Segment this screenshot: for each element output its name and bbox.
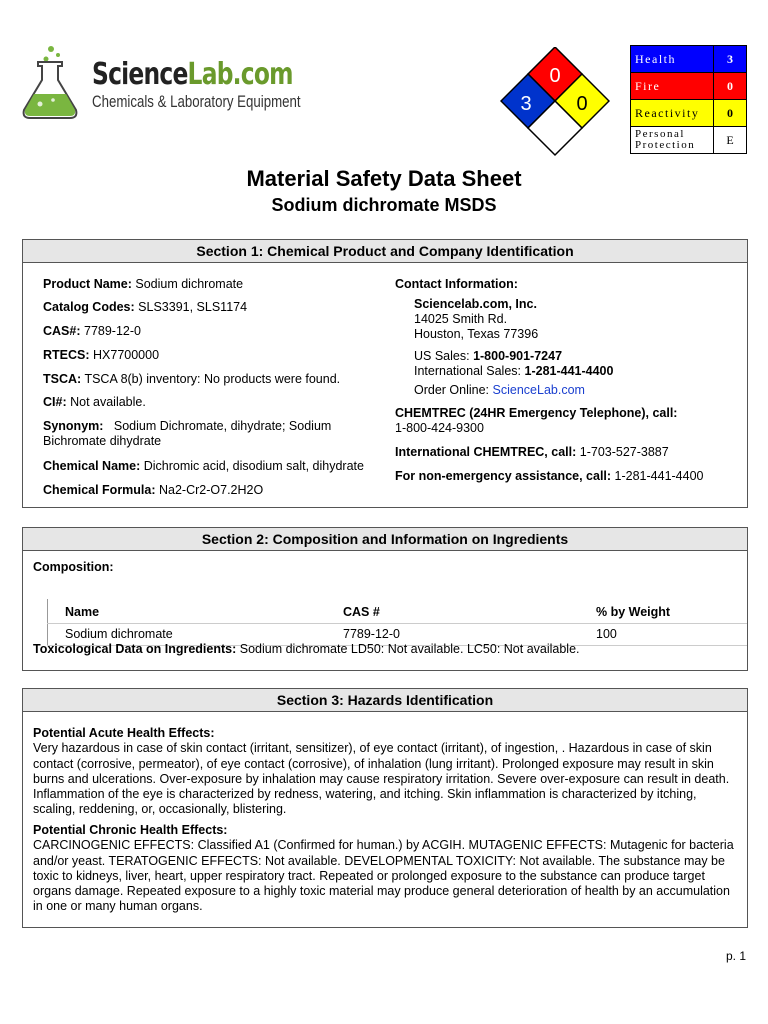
rtecs-row: RTECS: HX7700000 [43, 348, 160, 362]
chemical-formula-row: Chemical Formula: Na2-Cr2-O7.2H2O [43, 483, 264, 497]
chronic-effects [33, 823, 741, 915]
chronic-effects-text: CARCINOGENIC EFFECTS: Classified A1 (Confirmed for human.) by ACGIH. MUTAGENIC EFFECTS: Mutagenic for bacteria and/or yeast. TERATOGENIC EFFECTS: Not available. DEVELOPMENTAL TOXICITY: Not available. The substance may be toxic to kidneys, liver, heart, upper respiratory tract. Repeated or prolonged exposure to the substance can produce target organs damage. Repeated exposure to a highly toxic material may produce general deterioration of health by an accumulation in one or many human organs. [33, 838, 734, 914]
hmis-rating-table [630, 45, 747, 154]
order-online-row: Order Online: ScienceLab.com [414, 383, 585, 397]
product-name-row: Product Name: Sodium dichromate [43, 277, 244, 291]
logo-brand-lab: Lab [187, 57, 233, 92]
nfpa-hazard-diamond [500, 47, 610, 157]
section-1-heading: Section 1: Chemical Product and Company Identification [23, 240, 747, 263]
ingredient-name: Sodium dichromate [65, 627, 173, 641]
logo-tagline: Chemicals & Laboratory Equipment [92, 92, 301, 111]
chemical-name-row: Chemical Name: Dichromic acid, disodium salt, dihydrate [43, 459, 364, 473]
section-3-heading: Section 3: Hazards Identification [23, 689, 747, 712]
acute-effects-label: Potential Acute Health Effects: [33, 726, 215, 740]
acute-effects [33, 726, 741, 818]
composition-label: Composition: [33, 560, 114, 574]
synonym-row: Synonym: Sodium Dichromate, dihydrate; Sodium Bichromate dihydrate [43, 419, 335, 448]
nfpa-reactivity-value: 0 [576, 93, 588, 115]
catalog-codes-row: Catalog Codes: SLS3391, SLS1174 [43, 300, 248, 314]
tsca-row: TSCA: TSCA 8(b) inventory: No products were found. [43, 372, 341, 386]
hmis-fire-label: Fire [631, 73, 714, 100]
composition-header-row [47, 601, 747, 623]
chemtrec-label: CHEMTREC (24HR Emergency Telephone), call: [395, 406, 678, 420]
chronic-effects-label: Potential Chronic Health Effects: [33, 823, 228, 837]
company-name: Sciencelab.com, Inc. [414, 297, 537, 311]
acute-effects-text: Very hazardous in case of skin contact (irritant, sensitizer), of eye contact (irritant), of ingestion, . Hazardous in case of skin contact (corrosive, permeator), of eye contact (corrosive), of inhalation (lung irritant). Prolonged exposure may result in skin burns and ulcerations. Over-exposure by inhalation may cause respiratory irritation. Severe over-exposure can result in death. Inflammation of the eye is characterized by redness, watering, and itching. Skin inflammation is characterized by itching, scaling, reddening, or, occasionally, blistering. [33, 741, 730, 817]
ingredient-weight: 100 [596, 627, 617, 641]
nfpa-fire-value: 0 [549, 65, 561, 87]
sciencelab-link[interactable]: ScienceLab.com [492, 383, 585, 397]
contact-heading: Contact Information: [395, 277, 518, 291]
cas-row: CAS#: 7789-12-0 [43, 324, 141, 338]
hmis-ppe-label [631, 127, 714, 154]
company-address-2: Houston, Texas 77396 [414, 327, 539, 341]
page-number: p. 1 [725, 949, 746, 963]
document-subtitle: Sodium dichromate MSDS [271, 195, 497, 215]
intl-chemtrec-row: International CHEMTREC, call: 1-703-527-3887 [395, 445, 669, 459]
composition-table [47, 601, 747, 645]
column-header-weight: % by Weight [596, 605, 671, 619]
nfpa-health-value: 3 [520, 93, 532, 115]
hmis-ppe-label-1: Personal [635, 128, 685, 140]
toxicological-data-row: Toxicological Data on Ingredients: Sodium dichromate LD50: Not available. LC50: Not available. [33, 642, 580, 656]
logo-brand-main: Science [92, 57, 188, 92]
hmis-ppe-label-2: Protection [635, 139, 696, 151]
section-2 [22, 527, 748, 671]
section-1 [22, 239, 748, 508]
us-sales-row: US Sales: 1-800-901-7247 [414, 349, 563, 363]
company-address-1: 14025 Smith Rd. [414, 312, 508, 326]
hmis-health-label: Health [631, 46, 714, 73]
chemtrec-number: 1-800-424-9300 [395, 421, 484, 435]
ingredient-cas: 7789-12-0 [343, 627, 400, 641]
intl-sales-row: International Sales: 1-281-441-4400 [414, 364, 614, 378]
hmis-ppe-value: E [714, 127, 747, 154]
hmis-reactivity-value: 0 [714, 100, 747, 127]
nonemergency-row: For non-emergency assistance, call: 1-281-441-4400 [395, 469, 704, 483]
ci-row: CI#: Not available. [43, 395, 146, 409]
hmis-fire-value: 0 [714, 73, 747, 100]
hmis-health-value: 3 [714, 46, 747, 73]
sciencelab-logo-text [92, 57, 359, 112]
column-header-cas: CAS # [343, 605, 380, 619]
column-header-name: Name [65, 605, 100, 619]
hmis-reactivity-label: Reactivity [631, 100, 714, 127]
logo-brand-tld: .com [232, 57, 293, 92]
section-2-heading: Section 2: Composition and Information on Ingredients [23, 528, 747, 551]
section-3 [22, 688, 748, 928]
document-title: Material Safety Data Sheet [246, 166, 522, 191]
